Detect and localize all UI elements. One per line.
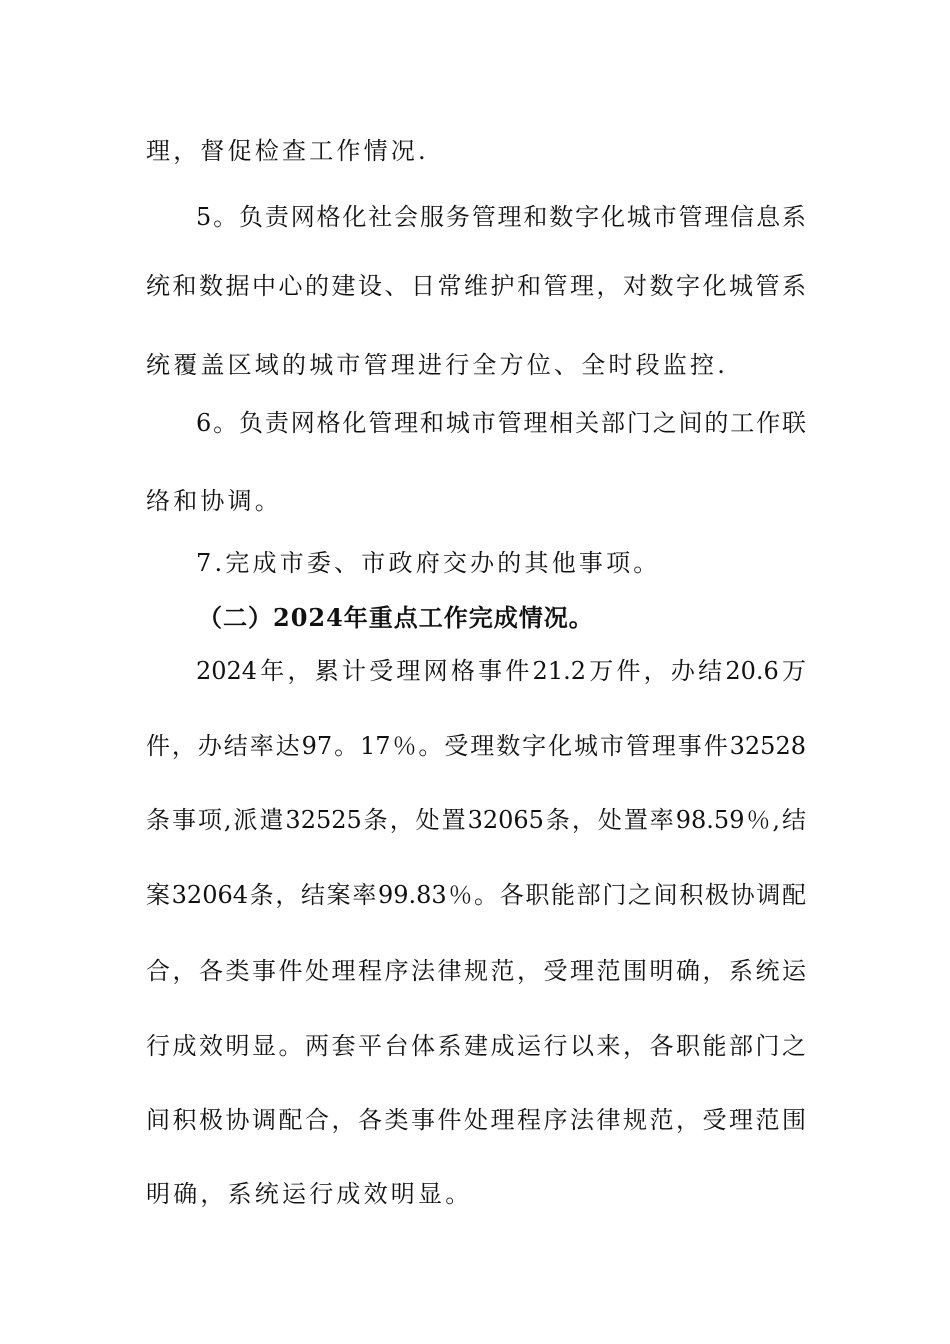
text-line: 间积极协调配合，各类事件处理程序法律规范，受理范围 <box>146 1106 806 1134</box>
text-line: 件，办结率达97。17％。受理数字化城市管理事件32528 <box>146 732 806 760</box>
text-line: 5。负责网格化社会服务管理和数字化城市管理信息系 <box>196 203 806 231</box>
text-line: 理，督促检查工作情况. <box>146 137 429 165</box>
section-heading: （二）2024年重点工作完成情况。 <box>198 603 594 632</box>
text-line: 案32064条，结案率99.83％。各职能部门之间积极协调配 <box>146 881 806 909</box>
text-line: 7.完成市委、市政府交办的其他事项。 <box>196 549 661 577</box>
text-line: 统覆盖区域的城市管理进行全方位、全时段监控. <box>146 351 729 379</box>
text-line: 络和协调。 <box>146 487 282 515</box>
text-line: 明确，系统运行成效明显。 <box>146 1180 473 1208</box>
text-line: 合，各类事件处理程序法律规范，受理范围明确，系统运 <box>146 957 806 985</box>
text-line: 6。负责网格化管理和城市管理相关部门之间的工作联 <box>196 409 806 437</box>
text-line: 条事项,派遣32525条，处置32065条，处置率98.59％,结 <box>146 806 806 834</box>
text-line: 行成效明显。两套平台体系建成运行以来，各职能部门之 <box>146 1032 806 1060</box>
text-line: 统和数据中心的建设、日常维护和管理，对数字化城管系 <box>146 272 806 300</box>
text-line: 2024年，累计受理网格事件21.2万件，办结20.6万 <box>196 657 806 685</box>
